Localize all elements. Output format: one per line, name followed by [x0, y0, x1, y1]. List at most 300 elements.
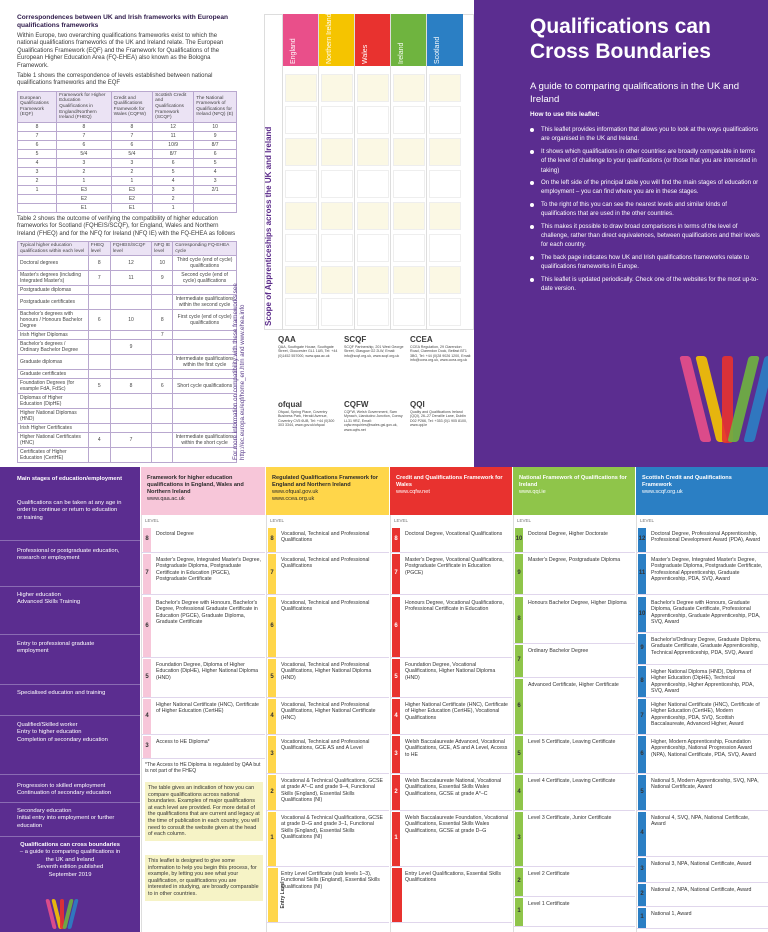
table1-cell: 8/7 [194, 140, 237, 149]
table2-cell [88, 394, 110, 409]
scope-cell [357, 106, 389, 134]
table2-cell: 6 [152, 379, 173, 394]
table1-row [18, 140, 237, 149]
row-divider [513, 734, 635, 735]
table1-cell: 8 [57, 122, 112, 131]
table1-cell: 9 [194, 131, 237, 140]
scope-cell [321, 298, 353, 326]
logo-ofqual [278, 400, 340, 428]
level-number: 8 [640, 677, 644, 684]
stage-line: Entry to higher education [17, 729, 82, 736]
table1-row [18, 176, 237, 185]
howto-heading: How to use this leaflet: [530, 111, 600, 118]
table1-header: Framework for Higher Education Qualifications in England/Northern Ireland (FHEQ) [57, 91, 112, 122]
table1-cell [18, 203, 57, 212]
scope-cell [321, 74, 353, 102]
table2-cell [88, 295, 110, 310]
footer-line: – a guide to comparing qualifications in the UK and Ireland [19, 849, 121, 863]
scope-cell [321, 170, 353, 198]
table1-row [18, 158, 237, 167]
table2-cell: 6 [88, 310, 110, 331]
table2-cell [88, 286, 110, 295]
stage-separator [0, 634, 140, 635]
table1-cell: 1 [18, 185, 57, 194]
table2-cell: Bachelor's degrees / Ordinary Bachelor Degree [18, 340, 89, 355]
qualification-text: Higher, Modern Apprenticeship, Foundation Apprenticeship, National Progression Award (NPA), National Certificate, PDA, SVQ, Award [651, 739, 757, 758]
table2-cell [152, 340, 173, 355]
level-number: 6 [145, 623, 149, 629]
table2-cell: Graduate diplomas [18, 355, 89, 370]
table1-cell: 8 [111, 122, 152, 131]
qualification-text: Honours Bachelor Degree, Higher Diploma [528, 600, 627, 606]
table2-cell: Third cycle (end of cycle) qualifications [173, 256, 237, 271]
row-divider [390, 810, 512, 811]
row-divider [513, 926, 635, 927]
qualification-text: Bachelor's Degree with Honours, Graduate Diploma, Graduate Certificate, Professional Apprenticeship, Graduate Apprenticeship, PDA, SVQ, Award [651, 600, 761, 626]
qualification-text: Master's Degree, Postgraduate Diploma [528, 557, 621, 563]
table1-row [18, 194, 237, 203]
column-title: Regulated Qualifications Framework for England and Northern Ireland [272, 475, 378, 488]
scope-cell [429, 234, 461, 262]
level-number: 2 [517, 878, 521, 884]
table2-cell: Higher National Certificates (HNC) [18, 433, 89, 448]
scope-cell [393, 106, 425, 134]
level-number: 1 [640, 914, 644, 920]
stage-line: Entry to professional graduate employment [17, 641, 95, 655]
qualification-text: Foundation Degree, Diploma of Higher Education (DipHE), Higher National Diploma (HND) [156, 662, 259, 681]
table2-header: FQHEIS/SCQF level [110, 242, 151, 256]
table2-cell [152, 433, 173, 448]
qualification-text: Higher National Certificate (HNC), Certificate of Higher Education (CertHE), Vocational Qualifications [405, 702, 508, 721]
level-number: 6 [517, 702, 521, 709]
table2-cell: Certificates of Higher Education (CertHE) [18, 448, 89, 463]
table2-caption: Table 2 shows the outcome of verifying the compatibility of higher education frameworks for Scotland (FQHEIS/SCQF), for England, Wales and Northern Ireland (FHEQ) and for the NFQ for Ireland (NFQ IE) with the FQ-EHEA as follows [17, 215, 236, 237]
level-number: 5 [270, 674, 274, 680]
stage-separator [0, 774, 140, 775]
yellow-note-2: This leaflet is designed to give some information to help you begin this process, for example, by letting you see what your qualification, or qualifications you are interested in studying, are broadly comparable to in other countries. [145, 855, 263, 901]
level-number: 3 [394, 750, 398, 757]
table1-cell: 5 [18, 149, 57, 158]
table1-header: Scottish Credit and Qualifications Framework (SCQF) [153, 91, 194, 122]
qualification-text: Access to HE Diploma* [156, 739, 210, 745]
scope-cell [285, 298, 317, 326]
level-number: 4 [145, 712, 149, 719]
entry-level-label: Entry Level [404, 881, 410, 909]
intro-paragraph: Within Europe, two overarching qualifications frameworks exist to which the national qualifications frameworks of the UK and Ireland relate. The European Qualifications Framework (EQF) and the Framework for Qualifications of the European Higher Education Area (FQ-EHEA) also known as the Bologna Framework. [17, 33, 224, 69]
fheq-note: *The Access to HE Diploma is regulated by QAA but is not part of the FHEQ [145, 762, 261, 775]
table2-header: NFQ IE level [152, 242, 173, 256]
table2-cell: 10 [152, 256, 173, 271]
row-divider [390, 697, 512, 698]
footer-line: Seventh edition published [36, 864, 104, 871]
table2-cell [88, 424, 110, 433]
level-number: 2 [394, 788, 398, 795]
table1-cell: E1 [57, 203, 112, 212]
column-url: www.ofqual.gov.uk [272, 489, 319, 495]
row-divider [636, 856, 768, 857]
logo-text: CQFW, Welsh Government, Sarn Mynach, Llandudno Junction, Conwy LL31 9RZ, Email: cqfw.enquiries@wales.gsi.gov.uk, www.cqfw.net [344, 410, 403, 432]
table1-cell: 2 [57, 167, 112, 176]
table2-cell [173, 394, 237, 409]
howto-bullet: This leaflet provides information that allows you to look at the ways qualifications are organised in the UK and Ireland. [530, 125, 760, 144]
row-divider [513, 810, 635, 811]
table2-cell [152, 295, 173, 310]
table1-cell: E2 [111, 194, 152, 203]
table2-cell: 4 [88, 433, 110, 448]
stage-line: Professional or postgraduate education, research or employment [17, 548, 120, 562]
level-number: 7 [640, 712, 644, 719]
scope-col-wales [354, 14, 390, 330]
table2-cell: 8 [110, 379, 151, 394]
level-number: 5 [145, 674, 149, 680]
stage-separator [0, 836, 140, 837]
qualification-text: Ordinary Bachelor Degree [528, 648, 589, 654]
table1-cell: 3 [57, 158, 112, 167]
level-number: 5 [394, 674, 398, 680]
table2-cell: 8 [88, 256, 110, 271]
column-title: National Framework of Qualifications for Ireland [519, 475, 627, 488]
table2-cell: Doctoral degrees [18, 256, 89, 271]
row-divider [513, 594, 635, 595]
scope-cell [393, 138, 425, 166]
row-divider [636, 906, 768, 907]
table1-cell: 6 [194, 149, 237, 158]
scope-cell [393, 74, 425, 102]
table1-cell [194, 194, 237, 203]
scope-cell [321, 202, 353, 230]
table1-header: The National Framework of Qualifications for Ireland (NFQ) (E) [194, 91, 237, 122]
level-number: 8 [270, 536, 274, 542]
cover-subtitle: A guide to comparing qualifications in the UK and Ireland [530, 81, 740, 105]
compatibility-note: For more information on compatibility with these frameworks see http://ec.europa.eu/eqf/home_en.htm and www.ehea.info [232, 283, 246, 460]
level-number: 7 [394, 570, 398, 576]
level-number: 9 [517, 570, 521, 576]
table1-cell: 3 [111, 158, 152, 167]
table2-cell [88, 331, 110, 340]
qualification-text: Bachelor's Degree with Honours, Bachelor's Degree, Professional Graduate Certificate in Education (PGCE), Graduate Diploma, Graduate Certificate [156, 600, 258, 626]
footer-logo-icon [46, 897, 79, 930]
table2-cell: Irish Higher Certificates [18, 424, 89, 433]
qualification-text: Level 2 Certificate [528, 871, 570, 877]
row-divider [390, 552, 512, 553]
scope-cell [429, 202, 461, 230]
row-divider [513, 643, 635, 644]
table2-cell: 9 [110, 340, 151, 355]
table2-cell [173, 448, 237, 463]
logo-cqfw [344, 400, 406, 432]
table1-cell: 4 [18, 158, 57, 167]
table2-cell: Postgraduate certificates [18, 295, 89, 310]
intro-section [17, 14, 237, 463]
stage-line: Higher education [17, 592, 61, 598]
row-divider [636, 734, 768, 735]
qualification-text: National 2, NPA, National Certificate, Award [651, 887, 752, 893]
qualification-text: Vocational & Technical Qualifications, GCSE at grade D–G and grade 3–1, Functional Skills (England), Essential Skills Qualifications (NI) [281, 815, 383, 841]
column-header [636, 467, 768, 515]
qualification-text: National 4, SVQ, NPA, National Certificate, Award [651, 815, 750, 828]
column-header [141, 467, 265, 515]
stage-separator [0, 586, 140, 587]
table1-cell: 2 [153, 194, 194, 203]
scope-cell [357, 138, 389, 166]
table2-cell: Intermediate qualifications within the short cycle [173, 433, 237, 448]
scope-cell [393, 234, 425, 262]
level-number: 1 [270, 835, 274, 841]
table2-row [18, 448, 237, 463]
table1-cell: 7 [111, 131, 152, 140]
table2-cell [110, 286, 151, 295]
scope-cell [321, 266, 353, 294]
table2-cell [152, 424, 173, 433]
level-number: 8 [145, 536, 149, 542]
table1-cell: 6 [153, 158, 194, 167]
table1-cell: E1 [111, 203, 152, 212]
stage-label [0, 548, 140, 563]
column-url: www.qaa.ac.uk [147, 496, 185, 502]
logo-text: SCQF Partnership, 201 West George Street, Glasgow G2 2LW, Email: info@scqf.org.uk, www.scqf.org.uk [344, 345, 404, 358]
table1-header: European Qualifications Framework (EQF) [18, 91, 57, 122]
level-strip [268, 868, 278, 922]
column-url: www.ccea.org.uk [272, 496, 315, 502]
table2-cell [110, 424, 151, 433]
qualification-text: Doctoral Degree, Professional Apprenticeship, Professional Development Award (PDA), Award [651, 531, 761, 544]
table2-cell: Intermediate qualifications within the second cycle [173, 295, 237, 310]
row-divider [141, 734, 265, 735]
scope-nation-name: Wales [362, 44, 369, 64]
stage-label [0, 592, 140, 607]
table1-cell: 11 [153, 131, 194, 140]
howto-bullet: This leaflet is updated periodically. Check one of the websites for the most up-to-date version. [530, 275, 760, 294]
qualification-text: Vocational, Technical and Professional Qualifications, Higher National Certificate (HNC) [281, 702, 376, 721]
table2-cell: 12 [110, 256, 151, 271]
level-label: LEVEL [394, 518, 409, 523]
table2-cell: Intermediate qualifications within the first cycle [173, 355, 237, 370]
qualification-text: Doctoral Degree, Higher Doctorate [528, 531, 608, 537]
table2-cell: Irish Higher Diplomas [18, 331, 89, 340]
column-title: Framework for higher education qualifications in England, Wales and Northern Ireland [147, 475, 244, 495]
logo-qqi [410, 400, 472, 428]
table2-cell: Foundation Degrees (for example FdA, FdSc) [18, 379, 89, 394]
level-label: LEVEL [145, 518, 160, 523]
level-label: LEVEL [270, 518, 285, 523]
table1-cell: 4 [194, 167, 237, 176]
table2-cell: Short cycle qualifications [173, 379, 237, 394]
scope-cell [429, 106, 461, 134]
table2-cell: 7 [152, 331, 173, 340]
scope-nation-label [355, 14, 391, 66]
level-number: 5 [517, 750, 521, 757]
table1-cell: 5/4 [111, 149, 152, 158]
level-number: 1 [517, 908, 521, 914]
stage-separator [0, 540, 140, 541]
logo-scqf [344, 335, 406, 358]
qualification-text: Doctoral Degree, Vocational Qualifications [405, 531, 503, 537]
table2-row [18, 394, 237, 409]
table2-cell [110, 409, 151, 424]
scope-cell [429, 170, 461, 198]
qualification-text: Bachelor's/Ordinary Degree, Graduate Diploma, Graduate Certificate, Graduate Apprenticeship, Technical Apprenticeship, PDA, SVQ, Award [651, 637, 762, 656]
howto-bullets [530, 125, 760, 297]
table1-cell: 8 [18, 122, 57, 131]
scope-nation-label [427, 14, 463, 66]
footer-title: Qualifications can cross boundaries [20, 842, 120, 848]
logo-name: ofqual [278, 400, 302, 409]
table2-cell: 9 [152, 271, 173, 286]
table2-cell [152, 394, 173, 409]
row-divider [266, 773, 389, 774]
scope-cell [393, 298, 425, 326]
table2-cell [152, 448, 173, 463]
row-divider [266, 552, 389, 553]
logo-name: QQI [410, 400, 425, 409]
level-number: 6 [394, 623, 398, 629]
scope-nation-label [319, 14, 355, 66]
table2-cell: 11 [110, 271, 151, 286]
qualification-text: Honours Degree, Vocational Qualifications, Professional Certificate in Education [405, 600, 504, 613]
table2-row [18, 379, 237, 394]
row-divider [636, 928, 768, 929]
column-title: Scottish Credit and Qualifications Framework [642, 475, 732, 488]
stage-label [0, 641, 140, 656]
scope-nation-label [391, 14, 427, 66]
level-label: LEVEL [517, 518, 532, 523]
table1-row [18, 122, 237, 131]
table1-cell: 10 [194, 122, 237, 131]
level-number: 1 [394, 835, 398, 841]
table2-row [18, 355, 237, 370]
scope-nation-name: England [290, 38, 297, 64]
level-number: 8 [394, 536, 398, 542]
row-divider [266, 657, 389, 658]
table1-cell: 6 [111, 140, 152, 149]
row-divider [636, 882, 768, 883]
scope-cell [285, 234, 317, 262]
howto-bullet: It shows which qualifications in other countries are broadly comparable in terms of the level of challenge to your qualifications (or those that you are interested in taking) [530, 147, 760, 175]
qualification-text: Level 4 Certificate, Leaving Certificate [528, 778, 616, 784]
table2 [17, 241, 237, 463]
stage-label [0, 690, 140, 697]
howto-bullet: This makes it possible to draw broad comparisons in terms of the level of challenge, rather than direct equivalences, between qualifications and their levels for each country. [530, 222, 760, 250]
table2-cell: First cycle (end of cycle) qualifications [173, 310, 237, 331]
column-url: www.cqfw.net [396, 489, 430, 495]
qualification-text: Level 3 Certificate, Junior Certificate [528, 815, 612, 821]
scope-cell [393, 266, 425, 294]
table2-cell [110, 355, 151, 370]
scope-cell [357, 202, 389, 230]
scope-cell [285, 74, 317, 102]
scope-cell [393, 170, 425, 198]
level-number: 4 [394, 712, 398, 719]
table1-cell: 2 [18, 176, 57, 185]
scope-nation-name: Northern Ireland [326, 13, 333, 64]
stage-line: Initial entry into employment or further education [17, 815, 115, 829]
logo-text: CCEA Regulation, 29 Clarendon Road, Clarendon Dock, Belfast BT1 3BG, Tel: +44 (0)28 9026 1200, Email: info@ccea.org.uk, www.ccea.org.uk [410, 345, 472, 363]
table1-cell: 1 [111, 176, 152, 185]
qualification-text: Level 1 Certificate [528, 901, 570, 907]
scope-nation-name: Ireland [398, 42, 405, 64]
column-url: www.scqf.org.uk [642, 489, 683, 495]
table2-cell: 7 [110, 433, 151, 448]
scope-nation-label [283, 14, 319, 66]
row-divider [390, 734, 512, 735]
level-number: 7 [270, 570, 274, 576]
scope-cell [285, 266, 317, 294]
level-number: 2 [270, 788, 274, 795]
stages-intro: Qualifications can be taken at any age in order to continue or return to education or training [17, 500, 122, 521]
howto-bullet: The back page indicates how UK and Irish qualifications frameworks relate to qualifications frameworks in Europe. [530, 253, 760, 272]
table2-header: Typical higher education qualifications within each level [18, 242, 89, 256]
level-number: 10 [638, 610, 646, 617]
column-header [390, 467, 512, 515]
table1-header: Credit and Qualifications Framework for Wales (CQFW) [111, 91, 152, 122]
table2-row [18, 271, 237, 286]
table1-cell [18, 194, 57, 203]
table2-cell [88, 448, 110, 463]
table2-cell [173, 409, 237, 424]
table1-cell: 2/1 [194, 185, 237, 194]
qualification-text: Vocational & Technical Qualifications, GCSE at grade A*–C and grade 9–4, Functional Skills (England), Essential Skills Qualifications (NI) [281, 778, 383, 804]
table1-cell: 7 [18, 131, 57, 140]
scope-title: Scope of Apprenticeships across the UK and Ireland [264, 126, 273, 326]
row-divider [266, 866, 389, 867]
level-number: 11 [638, 570, 646, 576]
footer-block [0, 842, 140, 879]
intro-heading: Correspondences between UK and Irish frameworks with European qualifications frameworks [17, 14, 229, 29]
table1-row [18, 167, 237, 176]
level-number: 7 [517, 657, 521, 663]
level-number: 5 [640, 788, 644, 795]
scope-col-scotland [426, 14, 462, 330]
logo-text: Quality and Qualifications Ireland (QQI), 26–27 Denzille Lane, Dublin D02 P266, Tel: +353 (0)1 905 8100, www.qqi.ie [410, 410, 467, 428]
table2-row [18, 256, 237, 271]
qualification-text: Vocational, Technical and Professional Qualifications, GCE AS and A Level [281, 739, 370, 752]
row-divider [636, 810, 768, 811]
level-number: 2 [640, 891, 644, 897]
table1-cell: 10/9 [153, 140, 194, 149]
table2-cell [173, 424, 237, 433]
row-divider [266, 734, 389, 735]
qualification-text: Vocational, Technical and Professional Qualifications, Higher National Diploma (HND) [281, 662, 372, 681]
row-divider [513, 896, 635, 897]
qualification-text: Welsh Baccalaureate Advanced, Vocational Qualifications, GCE, AS and A Level, Access to HE [405, 739, 508, 758]
table1-cell: 5/4 [57, 149, 112, 158]
cover-title: Qualifications can Cross Boundaries [530, 15, 711, 63]
qualification-text: Level 5 Certificate, Leaving Certificate [528, 739, 616, 745]
scope-nation-name: Scotland [434, 36, 441, 64]
scope-col-ireland [390, 14, 426, 330]
table2-row [18, 424, 237, 433]
table2-cell: 5 [88, 379, 110, 394]
logo-qaa [278, 335, 340, 358]
stages-heading: Main stages of education/employment [17, 476, 123, 482]
table2-cell: Second cycle (end of cycle) qualifications [173, 271, 237, 286]
level-number: 4 [640, 830, 644, 836]
row-divider [141, 697, 265, 698]
scope-cell [357, 170, 389, 198]
table2-cell: Bachelor's degrees with honours / Honours Bachelor Degree [18, 310, 89, 331]
stage-line: Advanced Skills Training [17, 599, 81, 606]
row-divider [636, 664, 768, 665]
scope-cell [285, 202, 317, 230]
row-divider [636, 594, 768, 595]
row-divider [390, 922, 512, 923]
level-number: 6 [640, 750, 644, 757]
table1-row [18, 131, 237, 140]
table2-cell [110, 295, 151, 310]
table2-cell: 10 [110, 310, 151, 331]
table2-header: Corresponding FQ-EHEA cycle [173, 242, 237, 256]
level-label: LEVEL [640, 518, 655, 523]
